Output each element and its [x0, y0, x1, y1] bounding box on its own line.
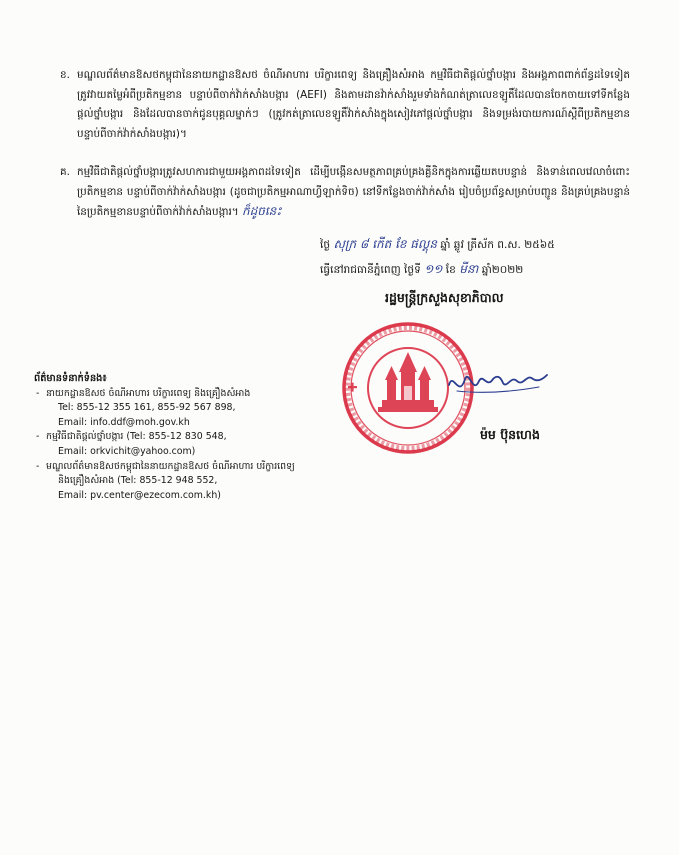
contact-info [34, 372, 334, 503]
signature-icon [443, 365, 553, 405]
handwritten-date: សុក្រ ៨ កើត ខែ ផល្គុន [333, 237, 437, 251]
contact-item [34, 430, 334, 459]
paragraph-kho [60, 66, 630, 144]
contact-name: មណ្ឌលព័ត៌មានឱសថកម្ពុជានៃនាយកដ្ឋានឱសថ ចំណីអាហារ បរិក្ខារពេទ្យ [46, 460, 295, 472]
contact-name: នាយកដ្ឋានឱសថ ចំណីអាហារ បរិក្ខារពេទ្យ និងគ្រឿងសំអាង [46, 387, 251, 399]
contact-detail: និងគ្រឿងសំអាង (Tel: 855-12 948 552, [58, 475, 218, 487]
signatory-title: រដ្ឋមន្ត្រីក្រសួងសុខាភិបាល [385, 290, 504, 305]
handwritten-month: មីនា [459, 262, 479, 276]
solar-date-line: ធ្វើនៅរាជធានីភ្នំពេញ ថ្ងៃទី ១១ ខែ មីនា ឆ្នាំ២០២២ [320, 262, 524, 276]
paragraph-text: កម្មវិធីជាតិផ្តល់ថ្នាំបង្ការត្រូវសហការជាមួយអង្គភាពដទៃទៀត ដើម្បីបង្កើនសមត្ថភាពគ្រប់គ្រងគ្លីនិកក្នុងការឆ្លើយតបបន្ទាន់ និងទាន់ពេលវេលាចំពោះប្រតិកម្មខាន បន្ទាប់ពីចាក់វ៉ាក់សាំងបង្ការ (ដូចជាប្រតិកម្មអាណាហ្វីឡាក់ទិច) នៅទីកន្លែងចាក់វ៉ាក់សាំង រៀបចំប្រព័ន្ធសម្រាប់បញ្ជូន និងគ្រប់គ្រងបន្ទាន់នៃប្រតិកម្មខានបន្ទាប់ពីចាក់វ៉ាក់សាំងបង្ការ។ [77, 166, 630, 218]
contact-item [34, 460, 334, 504]
handwritten-note: ក៏ដូចនេះ [241, 204, 282, 218]
contact-heading: ព័ត៌មានទំនាក់ទំនង៖ [34, 373, 107, 384]
contact-item [34, 387, 334, 431]
contact-name: កម្មវិធីជាតិផ្តល់ថ្នាំបង្ការ (Tel: 855-12 830 548, [46, 431, 227, 443]
paragraph-text: មណ្ឌលព័ត៌មានឱសថកម្ពុជានៃនាយកដ្ឋានឱសថ ចំណីអាហារ បរិក្ខារពេទ្យ និងគ្រឿងសំអាង កម្មវិធីជាតិផ្តល់ថ្នាំបង្ការ និងអង្គភាពពាក់ព័ន្ធដទៃទៀតត្រូវវាយតម្លៃអំពីប្រតិកម្មខាន បន្ទាប់ពីចាក់វ៉ាក់សាំងបង្ការ (AEFI) និងតាមដានវ៉ាក់សាំងរួមទាំងកំណត់ត្រាលេខឡូតិ៍ដែលបានចែកចាយទៅទីកន្លែងផ្តល់ថ្នាំបង្ការ និងដែលបានចាក់ជូនបុគ្គលម្នាក់ៗ (ត្រូវកត់ត្រាលេខឡូតិ៍វ៉ាក់សាំងក្នុងសៀវភៅផ្តល់ថ្នាំបង្ការ និងទម្រង់របាយការណ៍ស្តីពីប្រតិកម្មខាន បន្ទាប់ពីចាក់វ៉ាក់សាំងបង្ការ)។ [77, 69, 630, 140]
contact-email: Email: info.ddf@moh.gov.kh [58, 416, 190, 428]
lunar-date-line: ថ្ងៃ សុក្រ ៨ កើត ខែ ផល្គុន ឆ្នាំ ឆ្លូវ ត្រីស័ក ព.ស. ២៥៦៥ [320, 237, 555, 251]
bullet-dash: - [36, 431, 40, 443]
paragraph-ko [60, 163, 630, 223]
signatory-name: ម៉ម ប៊ុនហេង [480, 427, 540, 442]
paragraph-marker: គ. [60, 166, 70, 178]
handwritten-day: ១១ [424, 262, 443, 276]
bullet-dash: - [36, 387, 40, 399]
bullet-dash: - [36, 460, 40, 472]
contact-detail: Tel: 855-12 355 161, 855-92 567 898, [58, 402, 236, 414]
contact-email: Email: orkvichit@yahoo.com) [58, 445, 196, 457]
paragraph-marker: ខ. [60, 69, 70, 81]
contact-email: Email: pv.center@ezecom.com.kh) [58, 489, 221, 501]
